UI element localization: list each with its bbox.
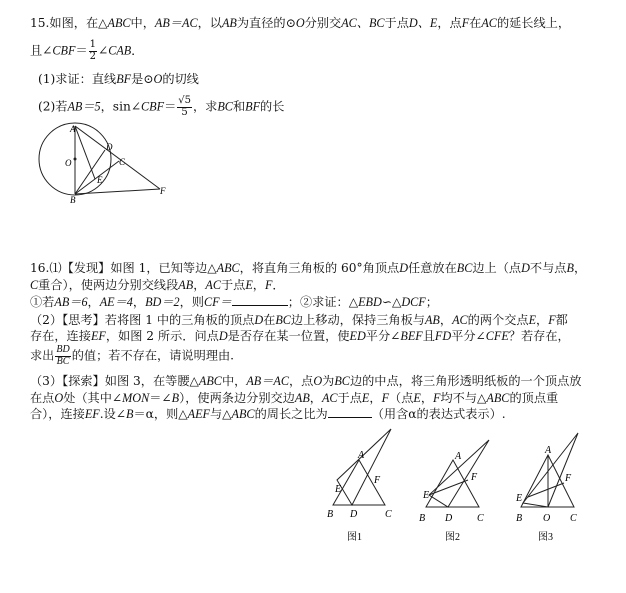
- math: O: [54, 391, 64, 405]
- text: 中，: [130, 16, 155, 30]
- text: 的周长之比为: [254, 407, 328, 421]
- math: AC: [481, 16, 497, 30]
- text: 的顶点重: [509, 391, 559, 405]
- math: E: [245, 278, 253, 292]
- text: ，: [536, 313, 549, 327]
- text: ，: [439, 313, 453, 327]
- math: BEF: [400, 329, 423, 343]
- center-dot: [74, 158, 77, 161]
- text: 重合），使两边分别交线段: [38, 278, 179, 292]
- text: ；②求证：△: [287, 295, 359, 309]
- q16-line-6: [30, 345, 234, 367]
- label-e: E: [335, 484, 342, 495]
- q16-line-2: [30, 279, 285, 291]
- q16-line-9: [30, 408, 506, 420]
- math: CBF: [52, 43, 76, 58]
- math: F: [381, 391, 390, 405]
- text: （点: [389, 391, 414, 405]
- math: AB＝AC: [154, 16, 198, 30]
- math: CAB: [108, 43, 132, 58]
- q15-part-2: [38, 96, 284, 118]
- math: CBF: [141, 99, 165, 114]
- label-e: E: [97, 175, 103, 185]
- text: ，如图 2 所示．问点: [105, 329, 219, 343]
- text: （用含α的表达式表示）.: [371, 407, 506, 421]
- math: E: [361, 391, 370, 405]
- math: BF: [245, 99, 261, 114]
- text: 都: [555, 313, 568, 327]
- q15-line-1: [30, 17, 570, 29]
- math: AB＝6: [54, 295, 88, 309]
- label-a: A: [358, 450, 365, 461]
- text: ，: [252, 278, 265, 292]
- label-c: C: [119, 157, 126, 167]
- text: ∽△: [381, 295, 402, 309]
- fraction-one-half: [89, 40, 97, 62]
- label-d: D: [350, 509, 358, 520]
- math: O: [153, 72, 163, 86]
- text: 的值；若不存在，请说明理由.: [71, 348, 235, 363]
- answer-blank-ratio: [328, 417, 372, 418]
- segment-ef: [429, 480, 468, 495]
- text: ，将直角三角板的 60°角顶点: [239, 261, 400, 275]
- math: MON: [122, 391, 150, 405]
- math: BC: [334, 374, 350, 388]
- text: 是否存在某一位置，使: [227, 329, 350, 343]
- text: ①若: [30, 295, 55, 309]
- q15-part-1: [38, 73, 199, 85]
- denominator: 2: [89, 50, 96, 62]
- text: ∠: [98, 43, 109, 58]
- question-number: 15.: [30, 16, 50, 30]
- text: ；: [425, 295, 438, 309]
- text: 的延长线上，: [496, 16, 571, 30]
- text: 如图，在: [49, 16, 99, 30]
- text: 分别交: [304, 16, 342, 30]
- math: BC: [456, 261, 473, 275]
- text: 在点: [30, 391, 55, 405]
- text: ，: [420, 391, 434, 405]
- q16-line-7: [30, 375, 582, 387]
- text: 在: [469, 16, 482, 30]
- text: 且∠: [30, 43, 53, 58]
- label-e: E: [516, 493, 523, 504]
- text: 于点: [220, 278, 246, 292]
- label-d: D: [106, 142, 113, 152]
- text: 任意放在: [408, 261, 457, 275]
- numerator: √5: [178, 95, 191, 106]
- figure-caption: 图3: [538, 532, 553, 543]
- math: AC: [321, 391, 338, 405]
- math: FD: [434, 329, 452, 343]
- text: 合），连接: [30, 407, 85, 421]
- label-b: B: [516, 513, 523, 524]
- math: AB: [424, 313, 440, 327]
- label-b: B: [70, 195, 76, 204]
- math: AB＝AC: [246, 374, 289, 388]
- text: ，: [369, 391, 382, 405]
- math: △ABC: [477, 391, 510, 405]
- line-bf: [75, 189, 160, 194]
- text: 和: [232, 99, 246, 114]
- text: 16.⑴【发现】如图 1，已知等边: [30, 261, 208, 275]
- label-f: F: [565, 473, 572, 484]
- text: 中，: [221, 374, 247, 388]
- math: AB: [221, 16, 237, 30]
- text: ＝∠: [149, 391, 172, 405]
- label-f: F: [374, 475, 381, 486]
- q16-figure-2: [415, 425, 497, 545]
- math: BD＝2: [145, 295, 180, 309]
- q16-line-1: [30, 262, 586, 274]
- text: 平分∠: [451, 329, 486, 343]
- q16-line-3: [30, 296, 438, 308]
- fraction-sqrt5-over-5: [177, 96, 192, 118]
- math: △ABC: [189, 374, 222, 388]
- text: ），使两条边分别交边: [179, 391, 295, 405]
- figure-caption: 图1: [347, 532, 362, 543]
- math: F: [548, 313, 556, 327]
- math: B: [566, 261, 574, 275]
- text: 于点: [337, 391, 362, 405]
- math: △ABC: [207, 261, 240, 275]
- math: EF: [84, 407, 100, 421]
- math: △ABC: [98, 16, 131, 30]
- text: 处（其中∠: [63, 391, 123, 405]
- label-f: F: [471, 472, 478, 483]
- text: 边上（点: [472, 261, 522, 275]
- text: （3）【探索】如图 3，在等腰: [30, 374, 190, 388]
- answer-blank-cf: [232, 305, 288, 306]
- math: D: [521, 261, 530, 275]
- text: 平分∠: [365, 329, 401, 343]
- math: AC: [452, 313, 468, 327]
- math: EF: [90, 329, 106, 343]
- text: ，: [193, 278, 206, 292]
- label-c: C: [570, 513, 577, 524]
- math: O: [313, 374, 323, 388]
- text: (1)求证：直线: [38, 72, 117, 86]
- text: ，求: [192, 99, 218, 114]
- label-a: A: [545, 445, 552, 456]
- numerator: BD: [56, 344, 70, 355]
- text: ，: [309, 391, 322, 405]
- text: 均不与: [440, 391, 478, 405]
- set-square: [337, 429, 391, 505]
- text: 是⊙: [131, 72, 154, 86]
- text: 为: [322, 374, 335, 388]
- math: AC: [205, 278, 221, 292]
- text: 于点: [384, 16, 409, 30]
- line-af: [75, 126, 160, 189]
- q16-figure-3: [510, 425, 592, 545]
- q15-figure: [38, 122, 178, 204]
- math: △ABC: [222, 407, 255, 421]
- text: ？若存在，: [508, 329, 570, 343]
- text: 边的中点，将三角形透明纸板的一个顶点放: [349, 374, 582, 388]
- text: ．: [131, 43, 144, 58]
- text: 求出: [30, 348, 55, 363]
- text: 与: [209, 407, 223, 421]
- math: ED: [349, 329, 366, 343]
- label-o: O: [65, 158, 72, 168]
- text: ．: [272, 278, 285, 292]
- q16-line-8: [30, 392, 558, 404]
- math: △AEF: [178, 407, 210, 421]
- text: 且: [422, 329, 435, 343]
- label-b: B: [327, 509, 334, 520]
- math: E: [528, 313, 537, 327]
- math: BF: [116, 72, 132, 86]
- q16-line-5: [30, 330, 570, 342]
- label-f: F: [160, 186, 166, 196]
- line-bd: [75, 150, 105, 194]
- label-c: C: [477, 513, 484, 524]
- math: D: [218, 329, 228, 343]
- figure-caption: 图2: [445, 532, 460, 543]
- text: ，则: [179, 295, 204, 309]
- math: F: [433, 391, 441, 405]
- q15-line-2: [30, 40, 143, 62]
- text: ，: [573, 261, 587, 275]
- text: ＝: [75, 43, 88, 58]
- label-c: C: [385, 509, 392, 520]
- math: AB: [178, 278, 194, 292]
- label-o: O: [543, 513, 551, 524]
- math: BC: [275, 313, 291, 327]
- text: ＝: [164, 99, 177, 114]
- math: CF＝: [204, 295, 232, 309]
- label-a: A: [455, 451, 462, 462]
- numerator: 1: [89, 39, 96, 50]
- label-b: B: [419, 513, 426, 524]
- text: 的切线: [162, 72, 199, 86]
- label-a: A: [70, 124, 76, 134]
- text: 在: [263, 313, 276, 327]
- text: 不与点: [529, 261, 567, 275]
- text: 为直径的⊙: [236, 16, 296, 30]
- math: C: [30, 278, 39, 292]
- text: .设∠: [99, 407, 127, 421]
- text: ，: [87, 295, 100, 309]
- math: D: [254, 313, 264, 327]
- text: 的长: [260, 99, 285, 114]
- math: O: [295, 16, 305, 30]
- text: 边上移动，保持三角板与: [290, 313, 425, 327]
- text: ，: [132, 295, 146, 309]
- text: (2)若: [38, 99, 68, 114]
- math: E: [413, 391, 421, 405]
- math: F: [461, 16, 470, 30]
- label-e: E: [423, 490, 430, 501]
- text: ，sin∠: [100, 99, 142, 114]
- text: ，点: [437, 16, 462, 30]
- math: D、E: [408, 16, 438, 30]
- math: D: [399, 261, 409, 275]
- math: B: [171, 391, 180, 405]
- math: B: [126, 407, 134, 421]
- math: EBD: [358, 295, 382, 309]
- math: AB: [294, 391, 310, 405]
- text: 的两个交点: [467, 313, 529, 327]
- text: 存在，连接: [30, 329, 91, 343]
- text: ，点: [288, 374, 314, 388]
- text: ，以: [197, 16, 222, 30]
- denominator: BC: [56, 355, 70, 367]
- text: ＝α，则: [133, 407, 179, 421]
- math: AE＝4: [99, 295, 133, 309]
- math: AB＝5: [67, 99, 101, 114]
- math: AC、BC: [341, 16, 385, 30]
- label-d: D: [445, 513, 453, 524]
- math: F: [264, 278, 273, 292]
- math: CFE: [485, 329, 509, 343]
- math: BC: [217, 99, 233, 114]
- math: DCF: [401, 295, 426, 309]
- q16-figure-1: [323, 425, 401, 545]
- fraction-bd-over-bc: [55, 345, 70, 367]
- q16-line-4: [30, 314, 568, 326]
- text: （2）【思考】若将图 1 中的三角板的顶点: [30, 313, 255, 327]
- denominator: 5: [181, 106, 188, 118]
